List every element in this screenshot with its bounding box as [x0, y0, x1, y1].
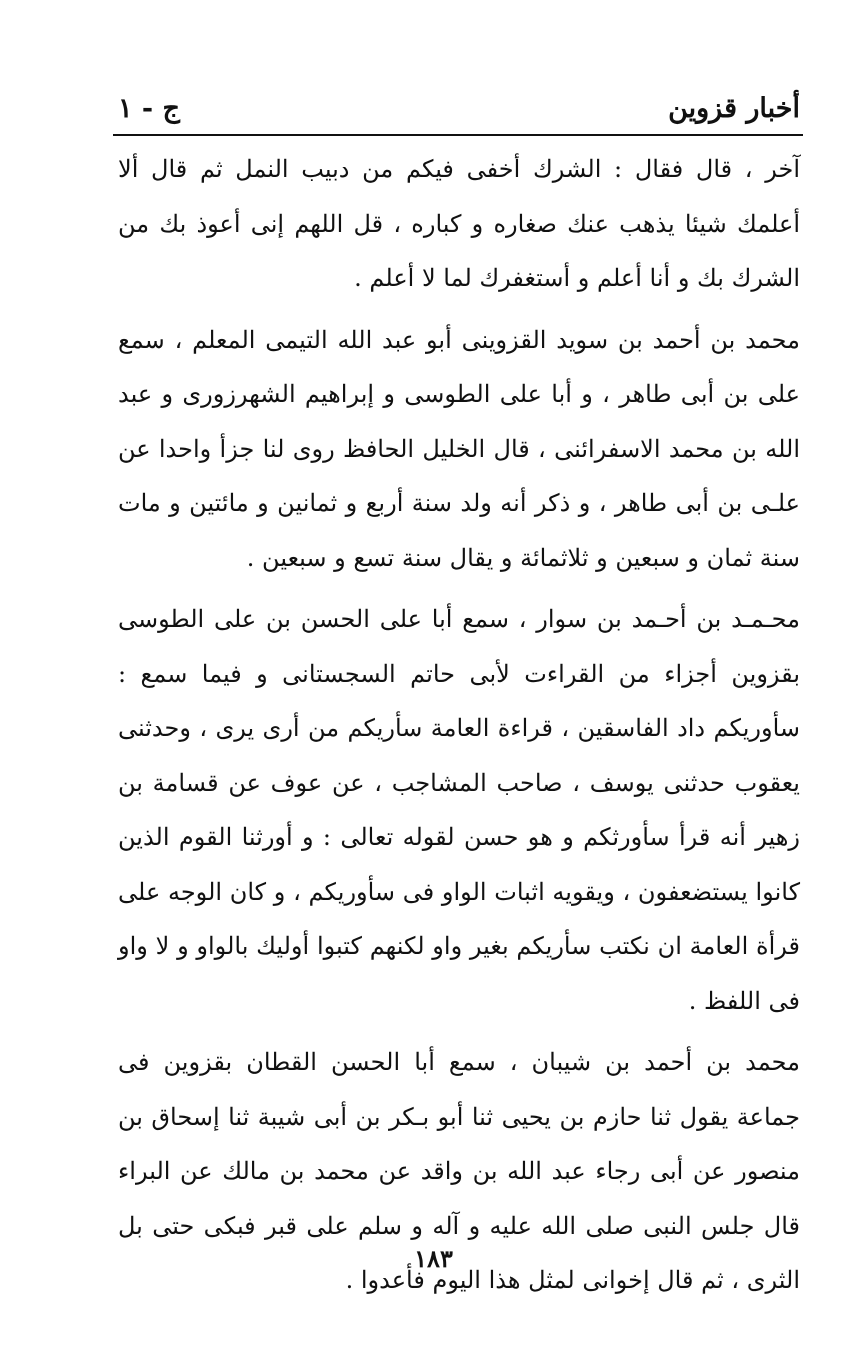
paragraph: محمد بن أحمد بن سويد القزوينى أبو عبد الله التيمى المعلم ، سمع على بن أبى طاهر ، و أبا على الطوسى و إبراهيم الشهرزورى و عبد الله بن محمد الاسفرائنى ، قال الخليل الحافظ روى لنا جزأ واحدا عن علـى بن أبى طاهر ، و ذكر أنه ولد سنة أربع و ثمانين و مائتين و مات سنة ثمان و سبعين و ثلاثمائة و يقال سنة تسع و سبعين . [118, 325, 800, 572]
volume-label: ج - ١ [118, 93, 180, 124]
paragraph: محمد بن أحمد بن شيبان ، سمع أبا الحسن القطان بقزوين فى جماعة يقول ثنا حازم بن يحيى ثنا أبو بـكر بن أبى شيبة ثنا إسحاق بن منصور عن أبى رجاء عبد الله بن واقد عن محمد بن مالك عن البراء قال جلس النبى صلى الله عليه و آله و سلم على قبر فبكى حتى بل الثرى ، ثم قال إخوانى لمثل هذا اليوم فأعدوا . [118, 1048, 801, 1294]
running-header [118, 88, 800, 130]
book-title: أخبار قزوين [668, 93, 800, 124]
page-number: ١٨٣ [414, 1244, 453, 1273]
page-body [118, 142, 800, 1308]
paragraph: آخر ، قال فقال : الشرك أخفى فيكم من دبيب النمل ثم قال ألا أعلمك شيئا يذهب عنك صغاره و كباره ، قل اللهم إنى أعوذ بك من الشرك بك و أنا أعلم و أستغفرك لما لا أعلم . [118, 155, 800, 292]
paragraph: محـمـد بن أحـمد بن سوار ، سمع أبا على الحسن بن على الطوسى بقزوين أجزاء من القراءت لأبى حاتم السجستانى و فيما سمع : سأوريكم داد الفاسقين ، قراءة العامة سأريكم من أرى يرى ، وحدثنى يعقوب حدثنى يوسف ، صاحب المشاجب ، عن عوف عن قسامة بن زهير أنه قرأ سأورثكم و هو حسن لقوله تعالى : و أورثنا القوم الذين كانوا يستضعفون ، ويقويه اثبات الواو فى سأوريكم ، و كان الوجه على قرأة العامة ان نكتب سأريكم بغير واو لكنهم كتبوا أوليك بالواو و لا واو فى اللفظ . [118, 605, 800, 1015]
header-divider [113, 134, 803, 136]
